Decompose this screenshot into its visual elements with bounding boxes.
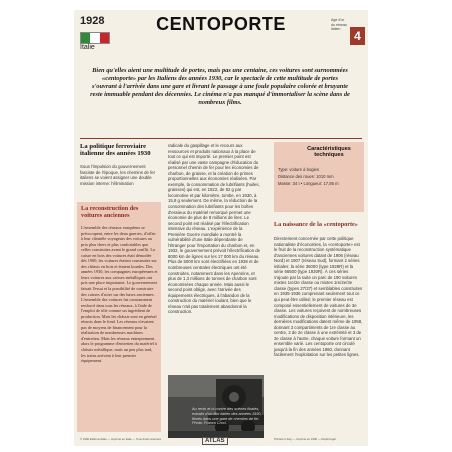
series-line-2: du réseau (331, 22, 347, 27)
specs-list (278, 166, 362, 187)
section-text-politique: Sous l'impulsion du gouvernement fasciste de l'époque, les chemins de fer italiens se voient assigner une double mission interne: l'élimination (80, 164, 156, 186)
specs-box (274, 142, 364, 212)
year-label: 1928 (80, 15, 105, 27)
series-line-3: italien (331, 27, 341, 31)
document-card (74, 10, 368, 446)
column-2-text: radicale du gaspillage et le recours aux ressources et produits nationaux à la place de tout ce qui est importé. Le premier point est réalisé par une vaste campagne d'éducation du personnel chemin de fer pour les économies de charbon, de graisse, et la création de primes proportionnelles aux économies réalisées. Par exemple, la consommation de lubrifiants (huiles, graisses) qui est, en 1922, de 82 g par locomotive et par kilomètre, tombe, en 1930, à 15,8 g seulement. De même, la réduction de la consommation des lubrifiants pour les boîtes d'essieux du matériel remorqué permet une économie de plus de 8 millions de lires. Le second point est réalisé par l'électrification intensive du réseau. L'expérience de la Première Guerre mondiale a montré la vulnérabilité d'une Italie dépendante de l'étranger pour l'importation du charbon et, en 1932, le gouvernement prévoit l'électrification de 8000 km de lignes sur les 17 000 km du réseau. Plus de 5000 km sont électrifiées en 1938 et de nombreuses centrales électriques ont été construites, notamment dans les Apennins, et plus de 1,3 millions de tonnes de charbon sont économisées chaque année. Mais aussi le second point oblige, avec l'arrivée des équipements électriques, à l'abandon de la construction du matériel roulant, bien que le réseau n'ait pas totalement abandonné la construction. (168, 143, 261, 315)
section-text-naissance: Directement concernée par cette politique nationaliste d'économies, la «centoporte» est le fruit de la reconstruction systématique d'anciennes voitures datant de 1906 (réseau Nord) et 1907 (réseau Sud), formant 2 séries initiales: la série 36000 (type 1928R) et la série 66500 (type 1930R). À ces séries s'ajoute par la suite un parc de 190 voitures mixtes 1re/2e classe ou mixtes 1re/2e/3e classe (types 27/37) et semblables construites en 1935-1936 comprenant seulement tout ce qui peut être utilisé; le premier réseau est composé essentiellement de voitures de 3e classe. Les voitures reçoivent de nombreuses modifications de disposition intérieure, les dernières modifications datent même de 1958, donnant 3 compartiments de 1re classe au centre, 2 de 2e classe à une extrémité et 3 de 3e classe à l'autre, chaque voiture formant un ensemble varié. Les centoporte ont circulé jusqu'à la fin des années 1960, donnant facilement l'exploitation sur les petites lignes. (274, 236, 363, 358)
footer-right: Printed in Italy — Imprimé en 1996 — Dépôt légal (274, 437, 336, 441)
divider (80, 138, 362, 139)
country-label: Italie (80, 44, 95, 51)
photo-caption: Au recto et ci-contre des scènes finales, extraits d'un film italien des années 1930, filmés dans une gare de chemins de fer. Photo: Franco Crovi. (192, 407, 262, 426)
section-heading-politique: La politique ferroviaire italienne des années 1930 (80, 143, 151, 158)
series-line-1: Age d'or (331, 18, 345, 22)
spec-item: Masse: 34 t • Longueur: 17,85 m (278, 181, 339, 186)
spec-item: Type: voiture à bogies (278, 167, 319, 172)
sidebar-heading: La reconstruction des voitures anciennes (81, 205, 139, 219)
footer-left: © 1996 Editions Atlas — Imprimé en Italie — Tous droits réservés (80, 437, 161, 441)
page-title: CENTOPORTE (156, 14, 286, 34)
publisher-logo: ATLAS (202, 437, 228, 445)
chapter-badge: 4 (350, 27, 365, 45)
intro-paragraph: Bien qu'elles aient une multitude de portes, mais pas une centaine, ces voitures sont surnommées «centoporte» par les Italiens des années 1930, car le spectacle de cette multitude de portes s'ouvrant à l'arrivée dans une gare et livrant le passage à une foule populaire colorée et bruyante reste immuable pendant des décennies. Le cinéma n'a pas manqué d'immortaliser la scène dans de nombreux films. (90, 67, 350, 106)
section-heading-naissance: La naissance de la «centoporte» (274, 221, 358, 228)
spec-item: Distance des roues: 1010 mm (278, 174, 334, 179)
sidebar-text: L'ensemble des réseaux européens se préoccupent, entre les deux guerres, d'offrir à leur clientèle voyageurs des voitures au prix plus chers et plus confortables que celles construites avant le grand conflit. La caisse en bois des voitures était démodée dès 1900, les voitures étaient construites sur des châssis en bois et étaient lourdes. Des années 1930, les compagnies européennes et leurs voitures aux caisses métalliques ont pris une place importante. Le gouvernement faisait l'essai et la possibilité de construire des caisses d'acier sur des bases anciennes. L'ensemble des voitures fut constamment renforcé dans tous les réseaux, à l'aide de l'emploi de tôle comme un ingrédient de production. Mais les châssis sont en général réussis dans le fond. Les réseaux n'avaient pas de moyens de financement pour la réalisation de nombreuses machines d'entretien. Mais les réseaux entreprennent alors le programme d'entretien du matériel à châssis métallique, mais un peu plus tard, les trains arrivent à leur premier équipement. (81, 225, 158, 364)
specs-heading: Caractéristiques techniques (307, 146, 351, 159)
sidebar-reconstruction (77, 202, 161, 432)
